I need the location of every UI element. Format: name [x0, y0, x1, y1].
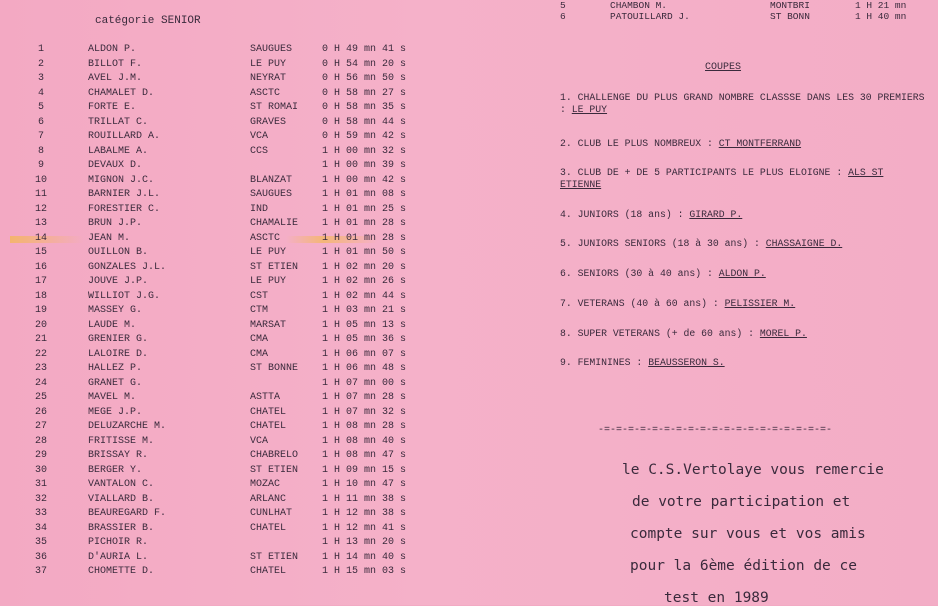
runner-name: DELUZARCHE M.	[88, 421, 167, 432]
cup-label: 7. VETERANS (40 à 60 ans) :	[560, 298, 725, 309]
cup-label: 2. CLUB LE PLUS NOMBREUX :	[560, 138, 719, 149]
club-name: GRAVES	[250, 116, 287, 128]
finish-time: 1 H 08 mn 47 s	[322, 450, 407, 461]
rank-number: 36	[34, 551, 47, 563]
rank-number: 27	[34, 421, 47, 432]
club-name: BLANZAT	[250, 174, 293, 186]
rank-number: 14	[34, 232, 47, 244]
finish-time: 1 H 14 mn 40 s	[322, 551, 407, 563]
runner-name: BILLOT F.	[88, 58, 143, 70]
rank-number: 11	[34, 189, 47, 200]
finish-time: 1 H 11 mn 38 s	[322, 493, 407, 505]
runner-name: BRUN J.P.	[88, 218, 143, 229]
club-name: MONTBRI	[770, 0, 810, 11]
finish-time: 1 H 00 mn 39 s	[322, 160, 407, 171]
finish-time: 1 H 01 mn 28 s	[322, 218, 407, 229]
rank-number: 23	[34, 363, 47, 374]
closing-line: de votre participation et	[632, 494, 851, 510]
runner-name: VIALLARD B.	[88, 493, 155, 505]
club-name: ST BONN	[770, 11, 810, 22]
closing-line: pour la 6ème édition de ce	[630, 558, 857, 574]
rank-number: 32	[34, 493, 47, 505]
closing-line: le C.S.Vertolaye vous remercie	[622, 462, 884, 478]
finish-time: 1 H 02 mn 20 s	[322, 261, 407, 273]
cup-label: 5. JUNIORS SENIORS (18 à 30 ans) :	[560, 238, 766, 249]
club-name: SAUGUES	[250, 189, 293, 200]
rank-number: 35	[34, 537, 47, 548]
runner-name: PICHOIR R.	[88, 537, 149, 548]
finish-time: 1 H 09 mn 15 s	[322, 464, 407, 476]
runner-name: MAVEL M.	[88, 392, 137, 403]
runner-name: ROUILLARD A.	[88, 131, 161, 142]
cup-item	[560, 167, 930, 191]
club-name: CST	[250, 290, 269, 302]
cup-winner: BEAUSSERON S.	[648, 357, 725, 368]
runner-name: GRENIER G.	[88, 334, 149, 345]
finish-time: 1 H 07 mn 28 s	[322, 392, 407, 403]
finish-time: 1 H 13 mn 20 s	[322, 537, 407, 548]
club-name: CMA	[250, 334, 269, 345]
club-name: ST ETIEN	[250, 464, 299, 476]
club-name: ST ETIEN	[250, 551, 299, 563]
club-name: IND	[250, 203, 269, 215]
rank-number: 20	[34, 319, 47, 331]
cup-item	[560, 298, 930, 310]
club-name: MOZAC	[250, 479, 281, 490]
rank-number: 8	[37, 145, 44, 157]
club-name: ST BONNE	[250, 363, 299, 374]
cup-winner: MOREL P.	[759, 328, 807, 339]
finish-time: 1 H 00 mn 32 s	[322, 145, 407, 157]
runner-name: WILLIOT J.G.	[88, 290, 161, 302]
rank-number: 26	[34, 406, 47, 418]
rank-number: 29	[34, 450, 47, 461]
cup-label: 9. FEMININES :	[560, 357, 649, 368]
finish-time: 1 H 40 mn	[855, 11, 907, 22]
finish-time: 0 H 58 mn 27 s	[322, 87, 407, 99]
cup-item	[560, 138, 930, 150]
cup-label: 4. JUNIORS (18 ans) :	[560, 209, 690, 220]
cup-item	[560, 238, 930, 250]
finish-time: 1 H 15 mn 03 s	[322, 566, 407, 577]
separator-line: -=-=-=-=-=-=-=-=-=-=-=-=-=-=-=-=-=-=-=-	[598, 425, 833, 436]
rank-number: 15	[34, 247, 47, 258]
cup-label: 6. SENIORS (30 à 40 ans) :	[560, 268, 719, 279]
rank-number: 12	[34, 203, 47, 215]
rank-number: 22	[34, 348, 47, 360]
finish-time: 1 H 02 mn 44 s	[322, 290, 407, 302]
club-name: MARSAT	[250, 319, 287, 331]
finish-time: 0 H 58 mn 44 s	[322, 116, 407, 128]
club-name: VCA	[250, 131, 269, 142]
runner-name: D'AURIA L.	[88, 551, 149, 563]
club-name: ASCTC	[250, 232, 281, 244]
rank-number: 5	[560, 0, 566, 11]
club-name: CHATEL	[250, 406, 287, 418]
finish-time: 0 H 58 mn 35 s	[322, 102, 407, 113]
club-name: CHABRELO	[250, 450, 299, 461]
club-name: CTM	[250, 305, 269, 316]
rank-number: 21	[34, 334, 47, 345]
rank-number: 3	[37, 73, 44, 84]
runner-name: MIGNON J.C.	[88, 174, 155, 186]
rank-number: 30	[34, 464, 47, 476]
closing-line: compte sur vous et vos amis	[630, 526, 866, 542]
club-name: SAUGUES	[250, 44, 293, 55]
finish-time: 1 H 05 mn 13 s	[322, 319, 407, 331]
cup-label: 3. CLUB DE + DE 5 PARTICIPANTS LE PLUS ELOIGNE :	[560, 167, 849, 178]
finish-time: 1 H 07 mn 00 s	[322, 377, 407, 389]
finish-time: 1 H 10 mn 47 s	[322, 479, 407, 490]
rank-number: 7	[37, 131, 44, 142]
finish-time: 0 H 49 mn 41 s	[322, 44, 407, 55]
runner-name: JEAN M.	[88, 232, 131, 244]
club-name: CUNLHAT	[250, 508, 293, 519]
club-name: ASTTA	[250, 392, 281, 403]
club-name: CMA	[250, 348, 269, 360]
cup-winner: PELISSIER M.	[724, 298, 796, 309]
club-name: ARLANC	[250, 493, 287, 505]
rank-number: 5	[37, 102, 44, 113]
cup-winner: CT MONTFERRAND	[718, 138, 802, 149]
club-name: LE PUY	[250, 58, 287, 70]
club-name: NEYRAT	[250, 73, 287, 84]
runner-name: CHAMALET D.	[88, 87, 155, 99]
club-name: ST ROMAI	[250, 102, 299, 113]
finish-time: 1 H 00 mn 42 s	[322, 174, 407, 186]
runner-name: LALOIRE D.	[88, 348, 149, 360]
finish-time: 1 H 03 mn 21 s	[322, 305, 407, 316]
club-name: CHATEL	[250, 566, 287, 577]
finish-time: 1 H 12 mn 38 s	[322, 508, 407, 519]
finish-time: 1 H 08 mn 28 s	[322, 421, 407, 432]
runner-name: FORTE E.	[88, 102, 137, 113]
rank-number: 24	[34, 377, 47, 389]
rank-number: 37	[34, 566, 47, 577]
cup-winner: LE PUY	[571, 104, 608, 115]
cup-item	[560, 357, 930, 369]
runner-name: AVEL J.M.	[88, 73, 143, 84]
club-name: ST ETIEN	[250, 261, 299, 273]
runner-name: TRILLAT C.	[88, 116, 149, 128]
cup-label: 1. CHALLENGE DU PLUS GRAND NOMBRE CLASSSE DANS LES 30 PREMIERS :	[560, 92, 925, 115]
rank-number: 9	[37, 160, 44, 171]
club-name: LE PUY	[250, 247, 287, 258]
rank-number: 2	[37, 58, 44, 70]
club-name: CHAMALIE	[250, 218, 299, 229]
runner-name: MEGE J.P.	[88, 406, 143, 418]
runner-name: FORESTIER C.	[88, 203, 161, 215]
runner-name: VANTALON C.	[88, 479, 155, 490]
runner-name: OUILLON B.	[88, 247, 149, 258]
runner-name: JOUVE J.P.	[88, 276, 149, 287]
rank-number: 18	[34, 290, 47, 302]
runner-name: ALDON P.	[88, 44, 137, 55]
rank-number: 31	[34, 479, 47, 490]
finish-time: 0 H 56 mn 50 s	[322, 73, 407, 84]
runner-name: GRANET G.	[88, 377, 143, 389]
club-name: CCS	[250, 145, 269, 157]
runner-name: BARNIER J.L.	[88, 189, 161, 200]
finish-time: 0 H 54 mn 20 s	[322, 58, 407, 70]
runner-name: BERGER Y.	[88, 464, 143, 476]
finish-time: 1 H 01 mn 08 s	[322, 189, 407, 200]
cup-item	[560, 328, 930, 340]
runner-name: BRASSIER B.	[88, 522, 155, 534]
cup-winner: GIRARD P.	[689, 209, 743, 220]
rank-number: 33	[34, 508, 47, 519]
club-name: LE PUY	[250, 276, 287, 287]
runner-name: CHOMETTE D.	[88, 566, 155, 577]
rank-number: 25	[34, 392, 47, 403]
finish-time: 1 H 01 mn 50 s	[322, 247, 407, 258]
finish-time: 1 H 06 mn 07 s	[322, 348, 407, 360]
finish-time: 1 H 08 mn 40 s	[322, 435, 407, 447]
cup-winner: ALDON P.	[718, 268, 766, 279]
runner-name: CHAMBON M.	[610, 0, 668, 11]
runner-name: FRITISSE M.	[88, 435, 155, 447]
club-name: ASCTC	[250, 87, 281, 99]
rank-number: 28	[34, 435, 47, 447]
closing-line: test en 1989	[664, 590, 769, 606]
cup-item	[560, 268, 930, 280]
rank-number: 4	[37, 87, 44, 99]
cup-winner: CHASSAIGNE D.	[765, 238, 843, 249]
rank-number: 6	[560, 11, 566, 22]
finish-time: 1 H 21 mn	[855, 0, 907, 11]
rank-number: 10	[34, 174, 47, 186]
club-name: CHATEL	[250, 421, 287, 432]
club-name: CHATEL	[250, 522, 287, 534]
rank-number: 16	[34, 261, 47, 273]
rank-number: 17	[34, 276, 47, 287]
runner-name: DEVAUX D.	[88, 160, 143, 171]
runner-name: PATOUILLARD J.	[610, 11, 690, 22]
finish-time: 1 H 06 mn 48 s	[322, 363, 407, 374]
category-heading: catégorie SENIOR	[95, 15, 201, 27]
rank-number: 34	[34, 522, 47, 534]
finish-time: 1 H 01 mn 25 s	[322, 203, 407, 215]
cup-item	[560, 92, 930, 116]
runner-name: BEAUREGARD F.	[88, 508, 167, 519]
cup-winner: ALS ST ETIENNE	[560, 167, 884, 190]
finish-time: 1 H 01 mn 28 s	[322, 232, 407, 244]
runner-name: BRISSAY R.	[88, 450, 149, 461]
club-name: VCA	[250, 435, 269, 447]
cup-label: 8. SUPER VETERANS (+ de 60 ans) :	[560, 328, 760, 339]
cup-item	[560, 209, 930, 221]
rank-number: 19	[34, 305, 47, 316]
runner-name: LABALME A.	[88, 145, 149, 157]
coupes-title: COUPES	[705, 62, 742, 73]
finish-time: 0 H 59 mn 42 s	[322, 131, 407, 142]
runner-name: GONZALES J.L.	[88, 261, 167, 273]
finish-time: 1 H 05 mn 36 s	[322, 334, 407, 345]
runner-name: LAUDE M.	[88, 319, 137, 331]
finish-time: 1 H 07 mn 32 s	[322, 406, 407, 418]
finish-time: 1 H 12 mn 41 s	[322, 522, 407, 534]
finish-time: 1 H 02 mn 26 s	[322, 276, 407, 287]
rank-number: 13	[34, 218, 47, 229]
runner-name: MASSEY G.	[88, 305, 143, 316]
runner-name: HALLEZ P.	[88, 363, 143, 374]
rank-number: 1	[37, 44, 44, 55]
rank-number: 6	[37, 116, 44, 128]
